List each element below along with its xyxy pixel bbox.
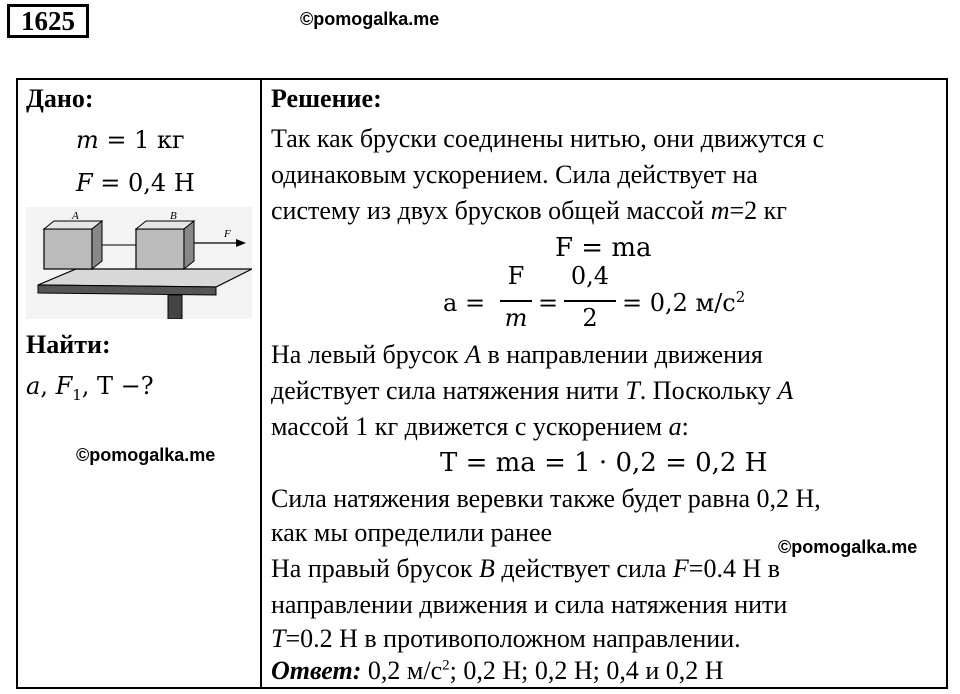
frac-den-m: m bbox=[504, 304, 528, 332]
solution-text: систему из двух брусков общей массой m=2 кг bbox=[271, 196, 787, 225]
solution-text: Так как бруски соединены нитью, они движутся с bbox=[271, 124, 825, 153]
column-divider bbox=[260, 78, 262, 689]
equation-newton: F = ma bbox=[555, 233, 652, 263]
solution-text: направлении движения и сила натяжения нити bbox=[271, 590, 788, 619]
solution-text: одинаковым ускорением. Сила действует на bbox=[271, 160, 758, 189]
answer-label: Ответ: bbox=[271, 656, 362, 685]
solution-text: массой 1 кг движется с ускорением a: bbox=[271, 412, 689, 441]
solution-text: T=0.2 Н в противоположном направлении. bbox=[271, 624, 741, 653]
frac-num-value: 0,4 bbox=[570, 262, 610, 290]
watermark: ©pomogalka.me bbox=[300, 9, 440, 29]
given-force: F = 0,4 Н bbox=[76, 169, 195, 197]
fraction-bar bbox=[500, 300, 532, 302]
given-heading: Дано: bbox=[26, 84, 94, 113]
equation-accel-result: = 0,2 $м/с^2$ bbox=[622, 288, 746, 317]
problem-number: 1625 bbox=[7, 4, 89, 38]
watermark: ©pomogalka.me bbox=[76, 445, 216, 465]
frac-den-value: 2 bbox=[582, 304, 598, 332]
find-heading: Найти: bbox=[26, 330, 111, 359]
solution-text: На левый брусок A в направлении движения bbox=[271, 340, 763, 369]
equation-accel-lhs: a = bbox=[443, 289, 486, 317]
solution-text: На правый брусок B действует сила F=0.4 Н в bbox=[271, 554, 781, 583]
label-a: A bbox=[72, 210, 79, 222]
solution-text: действует сила натяжения нити T. Поскольку A bbox=[271, 376, 794, 405]
equation-tension: Т = ma = 1 · 0,2 = 0,2 Н bbox=[440, 448, 768, 478]
answer-line: Ответ: 0,2 $м/с^2$; 0,2 Н; 0,2 Н; 0,4 и 0,2 Н bbox=[271, 656, 724, 685]
solution-heading: Решение: bbox=[271, 84, 382, 113]
label-f: F bbox=[224, 228, 231, 240]
watermark: ©pomogalka.me bbox=[778, 537, 918, 557]
fraction-bar bbox=[564, 300, 616, 302]
find-list: a, $F_1$, Т −? bbox=[26, 372, 154, 404]
solution-text: как мы определили ранее bbox=[271, 518, 553, 547]
label-b: B bbox=[170, 210, 177, 222]
solution-text: Сила натяжения веревки также будет равна 0,2 Н, bbox=[271, 484, 821, 513]
blocks-figure bbox=[26, 207, 252, 319]
equals-sign: = bbox=[538, 289, 559, 317]
frac-num-f: F bbox=[507, 262, 525, 290]
given-mass: m = 1 кг bbox=[76, 126, 185, 154]
